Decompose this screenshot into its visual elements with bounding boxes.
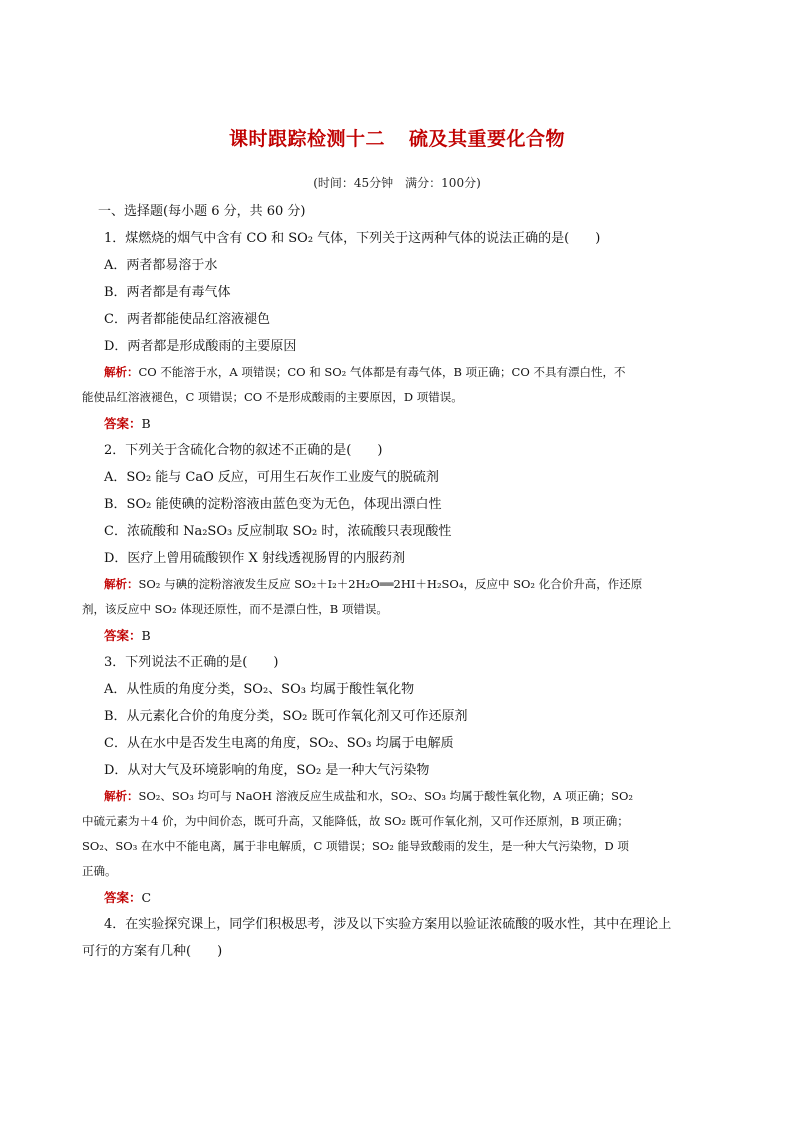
answer-label: 答案：: [104, 890, 142, 905]
question-2: [82, 437, 724, 649]
option-a: A．两者都易溶于水: [104, 258, 218, 273]
answer-value: B: [141, 628, 151, 643]
question-1: [82, 225, 724, 437]
option-c: C．从在水中是否发生电离的角度，SO₂、SO₃ 均属于电解质: [104, 736, 454, 751]
option-b: B．两者都是有毒气体: [104, 285, 231, 300]
exam-info: (时间：45分钟 满分：100分): [313, 176, 481, 190]
answer-line: [104, 410, 724, 437]
option-b: B．SO₂ 能使碘的淀粉溶液由蓝色变为无色，体现出漂白性: [104, 497, 442, 512]
option-d: D．从对大气及环境影响的角度，SO₂ 是一种大气污染物: [104, 763, 430, 778]
analysis-line: 解析：SO₂ 与碘的淀粉溶液发生反应 SO₂＋I₂＋2H₂O══2HI＋H₂SO₄，反应中 SO₂ 化合价升高，作还原: [104, 577, 643, 591]
question-list: [82, 198, 724, 965]
question-4: [82, 911, 724, 965]
question-stem: 1．煤燃烧的烟气中含有 CO 和 SO₂ 气体，下列关于这两种气体的说法正确的是( ): [104, 231, 601, 246]
analysis-line: 中硫元素为＋4 价，为中间价态，既可升高，又能降低，故 SO₂ 既可作氧化剂，又可作还原剂，B 项正确；: [82, 814, 629, 828]
option-d: D．医疗上曾用硫酸钡作 X 射线透视肠胃的内服药剂: [104, 551, 405, 566]
option-a: A．从性质的角度分类，SO₂、SO₃ 均属于酸性氧化物: [104, 682, 415, 697]
option-b: B．从元素化合价的角度分类，SO₂ 既可作氧化剂又可作还原剂: [104, 709, 468, 724]
title-part-2: 硫及其重要化合物: [409, 128, 566, 150]
section-heading: 一、选择题(每小题 6 分，共 60 分): [98, 204, 306, 219]
answer-line: [104, 884, 724, 911]
page-title: [0, 124, 794, 151]
answer-value: B: [141, 416, 151, 431]
question-stem-cont: 可行的方案有几种( ): [82, 944, 223, 959]
answer-label: 答案：: [104, 416, 142, 431]
title-part-1: 课时跟踪检测十二: [228, 128, 385, 150]
option-c: C．浓硫酸和 Na₂SO₃ 反应制取 SO₂ 时，浓硫酸只表现酸性: [104, 524, 452, 539]
question-stem: 4．在实验探究课上，同学们积极思考，涉及以下实验方案用以验证浓硫酸的吸水性，其中在理论上: [104, 917, 672, 932]
analysis-label: 解析：: [104, 789, 139, 803]
question-stem: 3．下列说法不正确的是( ): [104, 655, 279, 670]
option-c: C．两者都能使品红溶液褪色: [104, 312, 270, 327]
question-3: [82, 649, 724, 911]
analysis-label: 解析：: [104, 577, 139, 591]
question-stem: 2．下列关于含硫化合物的叙述不正确的是( ): [104, 443, 383, 458]
answer-label: 答案：: [104, 628, 142, 643]
option-a: A．SO₂ 能与 CaO 反应，可用生石灰作工业废气的脱硫剂: [104, 470, 439, 485]
analysis-line: 剂，该反应中 SO₂ 体现还原性，而不是漂白性，B 项错误。: [82, 602, 388, 616]
analysis-line: 解析：CO 不能溶于水，A 项错误；CO 和 SO₂ 气体都是有毒气体，B 项正确；CO 不具有漂白性，不: [104, 365, 626, 379]
analysis-line: SO₂、SO₃ 在水中不能电离，属于非电解质，C 项错误；SO₂ 能导致酸雨的发生，是一种大气污染物，D 项: [82, 839, 629, 853]
analysis-line: 正确。: [82, 864, 117, 878]
answer-line: [104, 622, 724, 649]
analysis-line: 能使品红溶液褪色，C 项错误；CO 不是形成酸雨的主要原因，D 项错误。: [82, 390, 463, 404]
analysis-line: 解析：SO₂、SO₃ 均可与 NaOH 溶液反应生成盐和水，SO₂、SO₃ 均属于酸性氧化物，A 项正确；SO₂: [104, 789, 634, 803]
option-d: D．两者都是形成酸雨的主要原因: [104, 339, 297, 354]
answer-value: C: [141, 890, 152, 905]
analysis-label: 解析：: [104, 365, 139, 379]
